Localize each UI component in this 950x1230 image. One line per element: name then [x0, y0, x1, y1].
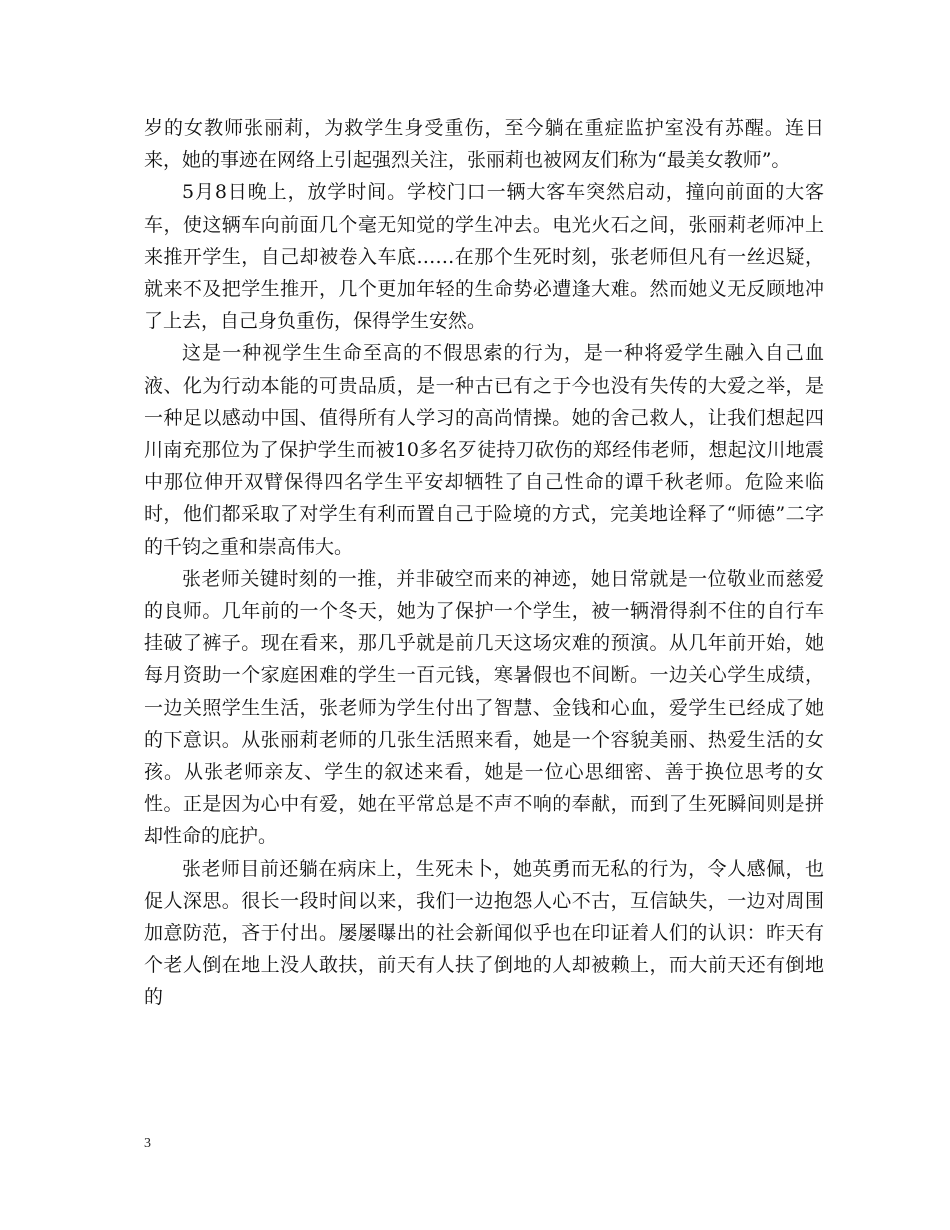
- paragraph-3: 这是一种视学生生命至高的不假思索的行为，是一种将爱学生融入自己血液、化为行动本能的可贵品质，是一种古已有之于今也没有失传的大爱之举，是一种足以感动中国、值得所有人学习的高尚情操。她的舍己救人，让我们想起四川南充那位为了保护学生而被10多名歹徒持刀砍伤的郑经伟老师，想起汶川地震中那位伸开双臂保得四名学生平安却牺牲了自己性命的谭千秋老师。危险来临时，他们都采取了对学生有利而置自己于险境的方式，完美地诠释了“师德”二字的千钧之重和崇高伟大。: [144, 342, 824, 558]
- paragraph-5: 张老师目前还躺在病床上，生死未卜，她英勇而无私的行为，令人感佩，也促人深思。很长一段时间以来，我们一边抱怨人心不古，互信缺失，一边对周围加意防范，吝于付出。屡屡曝出的社会新闻似乎也在印证着人们的认识：昨天有个老人倒在地上没人敢扶，前天有人扶了倒地的人却被赖上，而大前天还有倒地的: [144, 857, 824, 1009]
- document-body: [144, 112, 824, 1014]
- paragraph-2: 5月8日晚上，放学时间。学校门口一辆大客车突然启动，撞向前面的大客车，使这辆车向前面几个毫无知觉的学生冲去。电光火石之间，张丽莉老师冲上来推开学生，自己却被卷入车底……在那个生死时刻，张老师但凡有一丝迟疑，就来不及把学生推开，几个更加年轻的生命势必遭逢大难。然而她义无反顾地冲了上去，自己身负重伤，保得学生安然。: [144, 181, 824, 333]
- page-number: 3: [144, 1136, 151, 1151]
- paragraph-1: 岁的女教师张丽莉，为救学生身受重伤，至今躺在重症监护室没有苏醒。连日来，她的事迹在网络上引起强烈关注，张丽莉也被网友们称为“最美女教师”。: [144, 117, 824, 172]
- paragraph-4: 张老师关键时刻的一推，并非破空而来的神迹，她日常就是一位敬业而慈爱的良师。几年前的一个冬天，她为了保护一个学生，被一辆滑得刹不住的自行车挂破了裤子。现在看来，那几乎就是前几天这场灾难的预演。从几年前开始，她每月资助一个家庭困难的学生一百元钱，寒暑假也不间断。一边关心学生成绩，一边关照学生生活，张老师为学生付出了智慧、金钱和心血，爱学生已经成了她的下意识。从张丽莉老师的几张生活照来看，她是一个容貌美丽、热爱生活的女孩。从张老师亲友、学生的叙述来看，她是一位心思细密、善于换位思考的女性。正是因为心中有爱，她在平常总是不声不响的奉献，而到了生死瞬间则是拼却性命的庇护。: [144, 567, 824, 848]
